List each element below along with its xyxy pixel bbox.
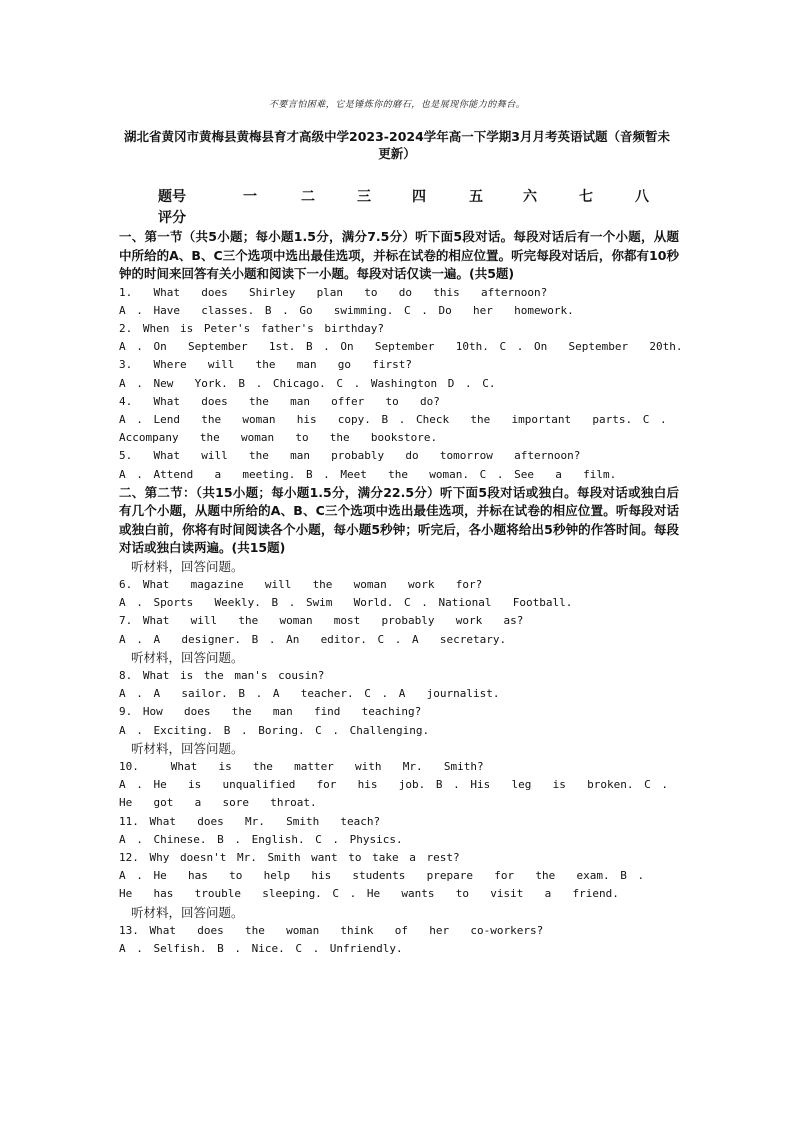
question-line: 8. What is the man's cousin? xyxy=(119,668,325,682)
question-line: A . Chinese. B . English. C . Physics. xyxy=(119,832,403,846)
question-line: 2. When is Peter's father's birthday? xyxy=(119,321,385,335)
question-line: 6. What magazine will the woman work for? xyxy=(119,577,483,591)
listening-lead-2: 听材料，回答问题。 xyxy=(131,649,244,665)
question-line: A . A designer. B . An editor. C . A secretary. xyxy=(119,632,507,646)
section2-instruction: 二、第二节：（共15小题；每小题1.5分，满分22.5分）听下面5段对话或独白。每段对话或独白后有几个小题，从题中所给的A、B、C三个选项中选出最佳选项，并标在试卷的相应位置。听每段对话或独白前，你将有时间阅读各个小题，每小题5秒钟；听完后，各小题将给出5秒钟的作答时间。每段对话或独白读两遍。(共15题) xyxy=(119,484,679,556)
header-motto: 不要言怕困难，它是锤炼你的磨石，也是展现你能力的舞台。 xyxy=(268,100,526,110)
score-column-6: 六 xyxy=(523,189,537,205)
question-line: A . Have classes. B . Go swimming. C . Do her homework. xyxy=(119,303,574,317)
page-title: 湖北省黄冈市黄梅县黄梅县育才高级中学2023-2024学年高一下学期3月月考英语试题（音频暂未更新） xyxy=(124,129,670,161)
question-line: 1. What does Shirley plan to do this afternoon? xyxy=(119,285,548,299)
question-line: 7. What will the woman most probably work as? xyxy=(119,614,524,628)
question-line: A . A sailor. B . A teacher. C . A journalist. xyxy=(119,687,500,701)
score-column-4: 四 xyxy=(412,189,426,205)
question-line: A . Sports Weekly. B . Swim World. C . National Football. xyxy=(119,596,573,610)
section2-block-2 xyxy=(119,667,679,740)
question-line: A . On September 1st. B . On September 10th. C . On September 20th. xyxy=(119,340,683,354)
question-line: A . Selfish. B . Nice. C . Unfriendly. xyxy=(119,942,403,955)
question-line: 13. What does the woman think of her co-workers? xyxy=(119,923,544,937)
exam-content xyxy=(119,228,683,958)
question-line: A . Attend a meeting. B . Meet the woman. C . See a film. xyxy=(119,467,617,481)
question-line: 3. Where will the man go first? xyxy=(119,358,413,372)
section2-block-3 xyxy=(119,758,679,904)
listening-lead-3: 听材料，回答问题。 xyxy=(131,740,244,756)
section2-block-4 xyxy=(119,922,679,958)
section1-questions xyxy=(119,284,683,484)
question-line: A . Exciting. B . Boring. C . Challenging. xyxy=(119,723,430,737)
question-line: A . New York. B . Chicago. C . Washington D . C. xyxy=(119,376,496,390)
listening-lead-4: 听材料，回答问题。 xyxy=(131,904,244,920)
question-line: 12. Why doesn't Mr. Smith want to take a rest? xyxy=(119,850,460,864)
score-table-header xyxy=(158,186,678,206)
question-line: 11. What does Mr. Smith teach? xyxy=(119,814,381,828)
score-column-1: 一 xyxy=(243,189,257,205)
listening-lead-1: 听材料，回答问题。 xyxy=(131,558,244,574)
question-line: He has trouble sleeping. C . He wants to visit a friend. xyxy=(119,887,619,901)
score-column-3: 三 xyxy=(357,189,371,205)
question-line: 4. What does the man offer to do? xyxy=(119,394,440,408)
score-label-question-number: 题号 xyxy=(158,189,186,205)
score-column-2: 二 xyxy=(301,189,315,205)
question-line: A . He has to help his students prepare for the exam. B . xyxy=(119,869,645,883)
score-column-7: 七 xyxy=(579,189,593,205)
section2-block-1 xyxy=(119,576,679,649)
question-line: A . He is unqualified for his job. B . His leg is broken. C . xyxy=(119,778,668,792)
score-label-score: 评分 xyxy=(158,210,186,226)
question-line: A . Lend the woman his copy. B . Check the important parts. C . xyxy=(119,412,667,426)
section1-instruction: 一、第一节（共5小题；每小题1.5分，满分7.5分）听下面5段对话。每段对话后有一个小题，从题中所给的A、B、C三个选项中选出最佳选项，并标在试卷的相应位置。听完每段对话后，你都有10秒钟的时间来回答有关小题和阅读下一小题。每段对话仅读一遍。(共5题) xyxy=(119,229,679,281)
score-column-5: 五 xyxy=(469,189,483,205)
score-column-8: 八 xyxy=(635,189,649,205)
question-line: 10. What is the matter with Mr. Smith? xyxy=(119,759,484,773)
question-line: Accompany the woman to the bookstore. xyxy=(119,431,438,445)
question-line: He got a sore throat. xyxy=(119,796,317,810)
question-line: 9. How does the man find teaching? xyxy=(119,705,422,719)
question-line: 5. What will the man probably do tomorrow afternoon? xyxy=(119,449,581,463)
